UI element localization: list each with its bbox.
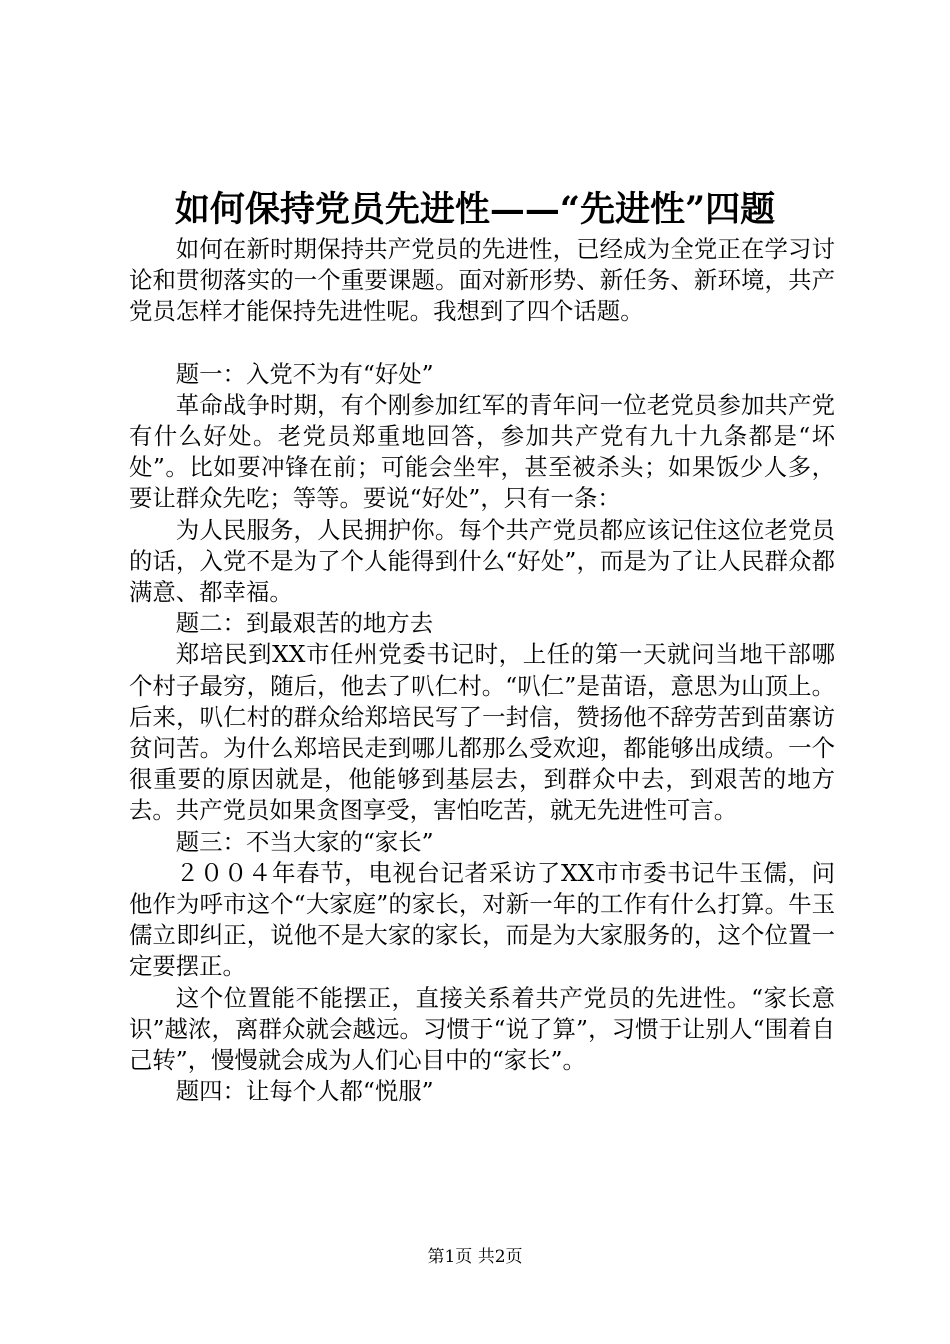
document-title: 如何保持党员先进性——“先进性”四题 <box>174 189 776 230</box>
topic-one-paragraph: 为人民服务，人民拥护你。每个共产党员都应该记住这位老党员的话，入党不是为了个人能得到什么“好处”，而是为了让人民群众都满意、都幸福。 <box>129 515 835 607</box>
topic-one-heading: 题一：入党不为有“好处” <box>175 359 434 388</box>
topic-one-paragraph: 革命战争时期，有个刚参加红军的青年问一位老党员参加共产党有什么好处。老党员郑重地回答，参加共产党有九十九条都是“坏处”。比如要冲锋在前；可能会坐牢，甚至被杀头；如果饭少人多，要让群众先吃；等等。要说“好处”，只有一条： <box>129 390 835 513</box>
topic-three-paragraph: ２００４年春节，电视台记者采访了XX市市委书记牛玉儒，问他作为呼市这个“大家庭”的家长，对新一年的工作有什么打算。牛玉儒立即纠正，说他不是大家的家长，而是为大家服务的，这个位置一定要摆正。 <box>129 858 835 981</box>
topic-two-heading: 题二：到最艰苦的地方去 <box>175 609 434 638</box>
topic-three-heading: 题三：不当大家的“家长” <box>175 827 434 856</box>
topic-three-paragraph: 这个位置能不能摆正，直接关系着共产党员的先进性。“家长意识”越浓，离群众就会越远。习惯于“说了算”，习惯于让别人“围着自己转”，慢慢就会成为人们心目中的“家长”。 <box>129 983 835 1075</box>
document-body <box>129 234 835 1107</box>
topic-two-paragraph: 郑培民到XX市任州党委书记时，上任的第一天就问当地干部哪个村子最穷，随后，他去了叭仁村。“叭仁”是苗语，意思为山顶上。后来，叭仁村的群众给郑培民写了一封信，赞扬他不辞劳苦到苗寨访贫问苦。为什么郑培民走到哪儿都那么受欢迎，都能够出成绩。一个很重要的原因就是，他能够到基层去，到群众中去，到艰苦的地方去。共产党员如果贪图享受，害怕吃苦，就无先进性可言。 <box>129 640 835 825</box>
topic-four-heading: 题四：让每个人都“悦服” <box>175 1077 434 1106</box>
page-footer: 第1页 共2页 <box>427 1247 523 1267</box>
intro-paragraph: 如何在新时期保持共产党员的先进性，已经成为全党正在学习讨论和贯彻落实的一个重要课题。面对新形势、新任务、新环境，共产党员怎样才能保持先进性呢。我想到了四个话题。 <box>129 235 835 326</box>
